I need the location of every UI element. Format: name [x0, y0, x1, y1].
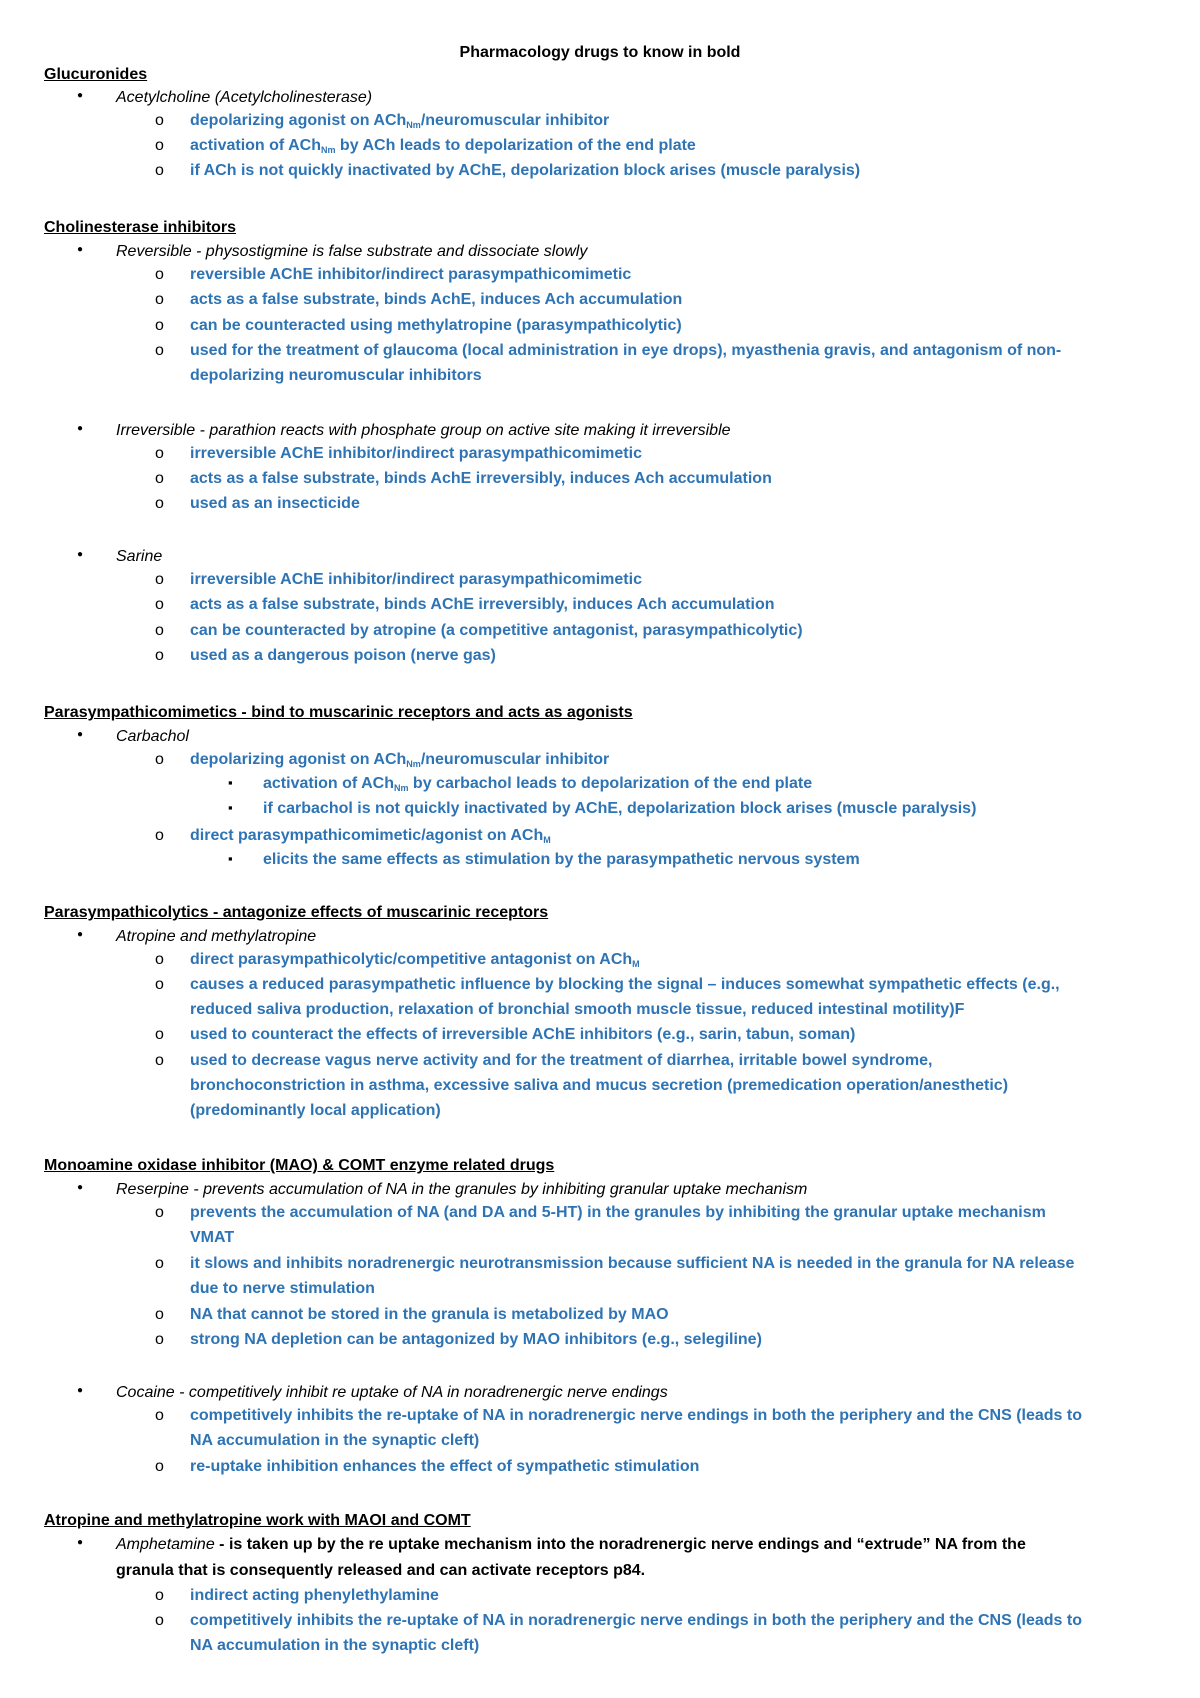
list-item: o used to decrease vagus nerve activity and for the treatment of diarrhea, irritable bowel syndrome, bronchoconstriction in asthma, excessive saliva and mucus secretion (premedication operation/anesthetic) (predominantly local application)	[155, 1048, 1155, 1123]
list-item: o reversible AChE inhibitor/indirect parasympathicomimetic	[155, 262, 1155, 287]
list-item: o NA that cannot be stored in the granula is metabolized by MAO	[155, 1302, 1155, 1327]
list-item: ▪ elicits the same effects as stimulation by the parasympathetic nervous system	[228, 851, 860, 869]
list-item: o re-uptake inhibition enhances the effect of sympathetic stimulation	[155, 1454, 1155, 1479]
bullet-sarine: ● Sarine	[79, 548, 125, 566]
bullet-acetylcholine: ● Acetylcholine (Acetylcholinesterase)	[79, 89, 335, 107]
list-item: o acts as a false substrate, binds AchE irreversibly, induces Ach accumulation	[155, 466, 1155, 491]
list-item: o can be counteracted using methylatropine (parasympathicolytic)	[155, 313, 1155, 338]
section-heading-parasympathicomimetics: Parasympathicomimetics - bind to muscarinic receptors and acts as agonists	[44, 704, 633, 721]
section-heading-mao: Monoamine oxidase inhibitor (MAO) & COMT enzyme related drugs	[44, 1157, 555, 1174]
list-item: o competitively inhibits the re-uptake of NA in noradrenergic nerve endings in both the periphery and the CNS (leads to NA accumulation in the synaptic cleft)	[155, 1403, 1155, 1453]
list-item: o used to counteract the effects of irreversible AChE inhibitors (e.g., sarin, tabun, soman)	[155, 1022, 1155, 1047]
bullet-amphetamine: ● Amphetamine - is taken up by the re uptake mechanism into the noradrenergic nerve endings and “extrude” NA from the	[79, 1536, 989, 1554]
bullet-atropine: ● Atropine and methylatropine	[79, 928, 279, 946]
list-item: o direct parasympathicolytic/competitive antagonist on ACh$_M$	[155, 947, 1155, 977]
list-item: o acts as a false substrate, binds AChE irreversibly, induces Ach accumulation	[155, 592, 1155, 617]
list-item: o causes a reduced parasympathetic influence by blocking the signal – induces somewhat sympathetic effects (e.g., reduced saliva production, relaxation of bronchial smooth muscle tissue, reduced intestinal motility)F	[155, 972, 1155, 1022]
list-item: ▪ if carbachol is not quickly inactivated by AChE, depolarization block arises (muscle paralysis)	[228, 800, 976, 818]
bullet-reversible: ● Reversible - physostigmine is false substrate and dissociate slowly	[79, 243, 550, 261]
list-item: o used for the treatment of glaucoma (local administration in eye drops), myasthenia gravis, and antagonism of non- depolarizing neuromuscular inhibitors	[155, 338, 1155, 388]
list-item: ▪ activation of ACh$_{Nm}$ by carbachol leads to depolarization of the end plate	[228, 775, 812, 793]
list-item: o if ACh is not quickly inactivated by AChE, depolarization block arises (muscle paralysis)	[155, 158, 1155, 183]
list-item: o irreversible AChE inhibitor/indirect parasympathicomimetic	[155, 567, 1155, 592]
bullet-cocaine: ● Cocaine - competitively inhibit re uptake of NA in noradrenergic nerve endings	[79, 1384, 631, 1402]
list-item: o depolarizing agonist on ACh$_{Nm}$/neuromuscular inhibitor	[155, 747, 1155, 777]
bullet-irreversible: ● Irreversible - parathion reacts with phosphate group on active site making it irreversible	[79, 422, 694, 440]
list-item: o acts as a false substrate, binds AchE, induces Ach accumulation	[155, 287, 1155, 312]
bullet-reserpine: ● Reserpine - prevents accumulation of NA in the granules by inhibiting granular uptake mechanism	[79, 1181, 770, 1199]
list-item: o it slows and inhibits noradrenergic neurotransmission because sufficient NA is needed in the granula for NA release due to nerve stimulation	[155, 1251, 1155, 1301]
list-item: o prevents the accumulation of NA (and DA and 5-HT) in the granules by inhibiting the granular uptake mechanism VMAT	[155, 1200, 1155, 1250]
list-item: o activation of ACh$_{Nm}$ by ACh leads to depolarization of the end plate	[155, 133, 1155, 163]
list-item: o direct parasympathicomimetic/agonist on ACh$_M$	[155, 823, 1155, 853]
list-item: o irreversible AChE inhibitor/indirect parasympathicomimetic	[155, 441, 1155, 466]
list-item: o strong NA depletion can be antagonized by MAO inhibitors (e.g., selegiline)	[155, 1327, 1155, 1352]
list-item: o depolarizing agonist on ACh$_{Nm}$/neuromuscular inhibitor	[155, 108, 1155, 138]
section-heading-glucuronides: Glucuronides	[44, 66, 148, 83]
page-title: Pharmacology drugs to know in bold	[459, 44, 741, 61]
list-item: o can be counteracted by atropine (a competitive antagonist, parasympathicolytic)	[155, 618, 1155, 643]
section-heading-cholinesterase: Cholinesterase inhibitors	[44, 219, 237, 236]
list-item: o used as an insecticide	[155, 491, 1155, 516]
bullet-carbachol: ● Carbachol	[79, 728, 152, 746]
bullet-amphetamine-continued: granula that is consequently released and can activate receptors p84.	[116, 1562, 646, 1579]
section-heading-parasympathicolytics: Parasympathicolytics - antagonize effects of muscarinic receptors	[44, 904, 549, 921]
list-item: o used as a dangerous poison (nerve gas)	[155, 643, 1155, 668]
list-item: o indirect acting phenylethylamine	[155, 1583, 1155, 1608]
list-item: o competitively inhibits the re-uptake of NA in noradrenergic nerve endings in both the periphery and the CNS (leads to NA accumulation in the synaptic cleft)	[155, 1608, 1155, 1658]
section-heading-atropine-maoi: Atropine and methylatropine work with MAOI and COMT	[44, 1512, 471, 1529]
